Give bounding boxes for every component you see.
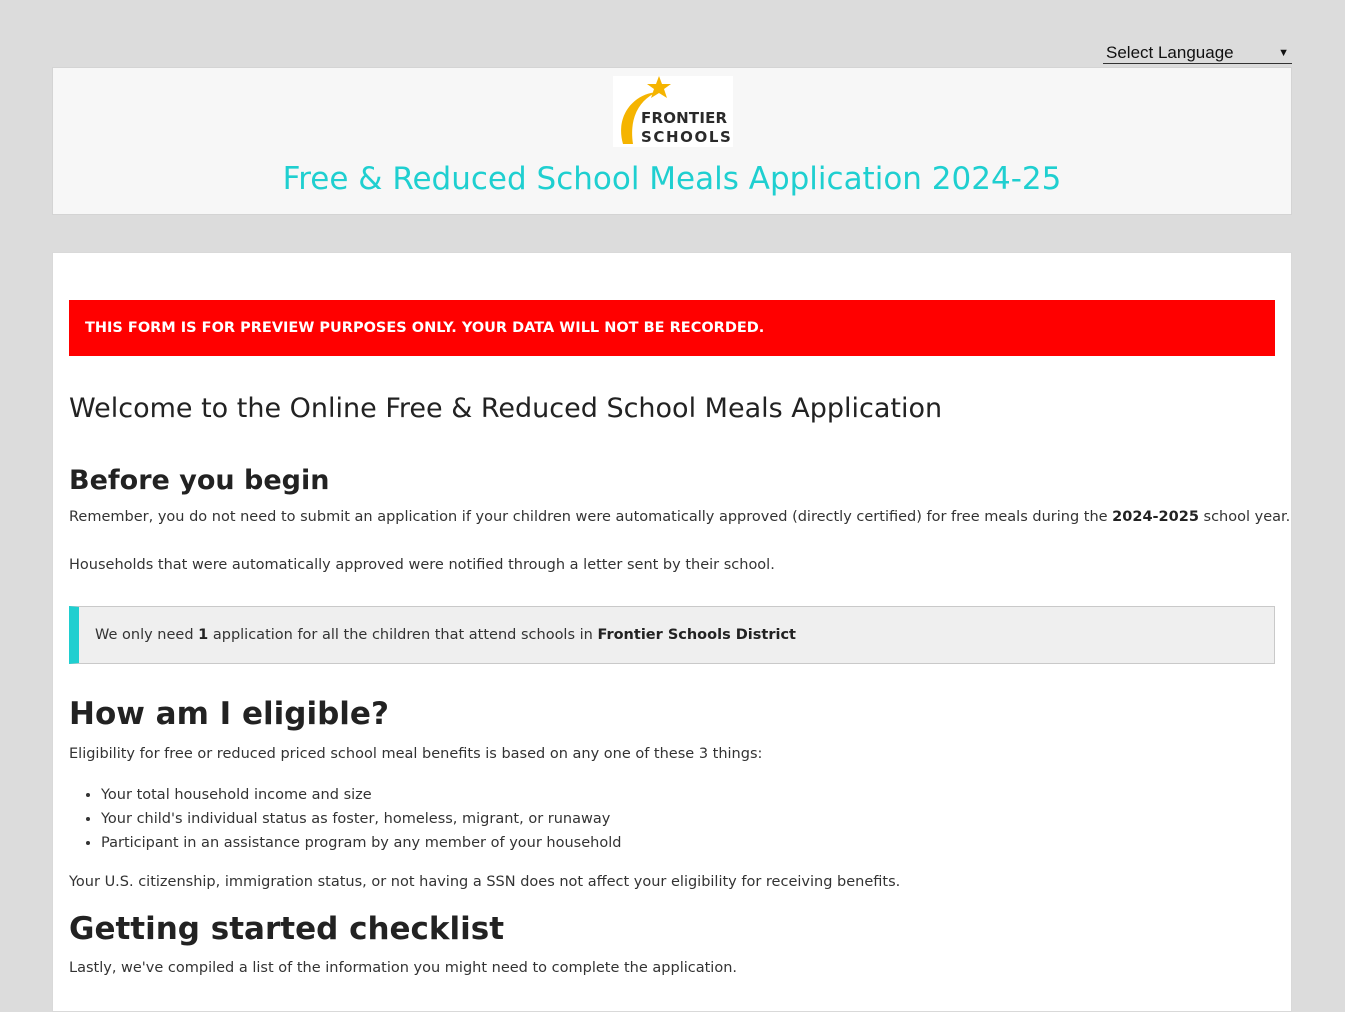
list-item: • Participant in an assistance program by any member of your household — [101, 831, 621, 855]
citizenship-note: Your U.S. citizenship, immigration status, or not having a SSN does not affect your eligibility for receiving benefits. — [69, 874, 901, 890]
callout-district: Frontier Schools District — [597, 627, 796, 643]
checklist-intro: Lastly, we've compiled a list of the information you might need to complete the application. — [69, 960, 737, 976]
header-card — [52, 67, 1292, 215]
preview-warning-banner — [69, 300, 1275, 356]
chevron-down-icon: ▼ — [1278, 46, 1289, 59]
notification-paragraph: Households that were automatically approved were notified through a letter sent by their school. — [69, 557, 775, 573]
language-select[interactable] — [1103, 42, 1292, 64]
callout-count: 1 — [198, 627, 209, 643]
callout-text-pre: We only need — [95, 627, 199, 643]
eligibility-list — [69, 783, 621, 855]
callout-text — [95, 627, 796, 643]
paragraph-text: school year. — [1198, 509, 1291, 525]
main-content-card — [52, 252, 1292, 1012]
callout-text-mid: application for all the children that attend schools in — [208, 627, 598, 643]
logo-text-schools: SCHOOLS — [641, 128, 733, 146]
school-year-bold: 2024-2025 — [1112, 509, 1199, 525]
paragraph-text: Remember, you do not need to submit an application if your children were automatically approved (directly certified) for free meals during the — [69, 509, 1113, 525]
before-you-begin-heading: Before you begin — [69, 465, 330, 496]
frontier-schools-logo — [613, 76, 733, 147]
checklist-heading: Getting started checklist — [69, 911, 505, 947]
eligibility-heading: How am I eligible? — [69, 696, 389, 732]
list-item: • Your child's individual status as foster, homeless, migrant, or runaway — [101, 807, 621, 831]
one-application-callout — [69, 606, 1275, 664]
welcome-heading: Welcome to the Online Free & Reduced School Meals Application — [69, 393, 943, 424]
eligibility-intro: Eligibility for free or reduced priced school meal benefits is based on any one of these 3 things: — [69, 746, 763, 762]
page-title: Free & Reduced School Meals Application 2024-25 — [282, 161, 1062, 197]
logo-text-frontier: FRONTIER — [641, 109, 728, 127]
direct-certification-paragraph — [69, 509, 1290, 525]
preview-warning-text: THIS FORM IS FOR PREVIEW PURPOSES ONLY. YOUR DATA WILL NOT BE RECORDED. — [85, 320, 765, 336]
list-item: • Your total household income and size — [101, 783, 621, 807]
language-select-label: Select Language — [1106, 42, 1234, 62]
